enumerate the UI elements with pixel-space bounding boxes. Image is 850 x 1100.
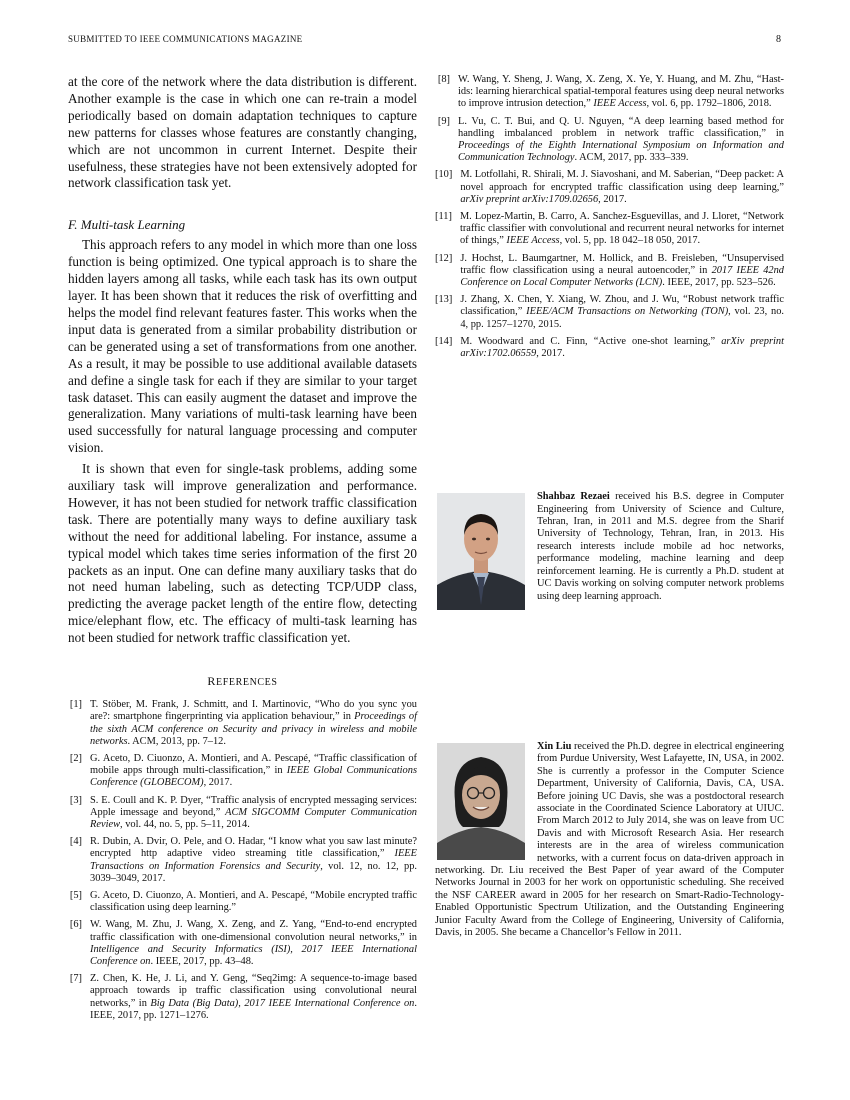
- reference-item: [68, 919, 417, 968]
- reference-number: [8]: [437, 74, 450, 85]
- reference-list: [68, 699, 417, 1022]
- author-bio-text: received his B.S. degree in Computer Engineering from University of Science and Culture, Tehran, Iran, in 2011 and M.S. degree from the Sharif University of Technology, Tehran, Iran, in 2013. His research interests include mobile ad hoc networks, performance modeling, machine learning and deep reinforcement learning. He is currently a Ph.D. student at UC Davis working on solving computer network problems using deep learning approach.: [537, 491, 784, 602]
- reference-number: [1]: [69, 699, 82, 711]
- reference-item: [435, 336, 784, 360]
- references-heading-rest: EFERENCES: [216, 677, 278, 689]
- reference-number: [5]: [69, 889, 82, 901]
- reference-text: T. Stöber, M. Frank, J. Schmitt, and I. Martinovic, “Who do you sync you are?: smartphone fingerprinting via application behaviour,” in Proceedings of the sixth ACM conference on Security and privacy in wireless and mobile networks. ACM, 2013, pp. 7–12.: [90, 699, 418, 747]
- reference-text: R. Dubin, A. Dvir, O. Pele, and O. Hadar, “I know what you saw last minute?encrypted http adaptive video streaming title classification,” IEEE Transactions on Information Forensics and Security, vol. 12, no. 12, pp. 3039–3049, 2017.: [90, 836, 417, 884]
- author-photo-icon: [437, 493, 525, 610]
- reference-item: [435, 294, 784, 331]
- reference-text: G. Aceto, D. Ciuonzo, A. Montieri, and A. Pescapé, “Traffic classification of mobile apps through multi-classification,” in IEEE Global Communications Conference (GLOBECOM), 2017.: [90, 752, 417, 789]
- author-photo: [437, 743, 525, 860]
- reference-text: W. Wang, M. Zhu, J. Wang, X. Zeng, and Z. Yang, “End-to-end encrypted traffic classification with one-dimensional convolution neural networks,” in Intelligence and Security Informatics (ISI), 2017 IEEE International Conference on. IEEE, 2017, pp. 43–48.: [90, 919, 417, 967]
- intro-paragraph: at the core of the network where the data distribution is different. Another example is the case in which one can re-train a model periodically based on domain adaptation techniques to capture new patterns for classes whose features are constantly changing, which are not uncommon in current Internet. Despite their usefulness, these strategies have not been extensively adopted for network classification task yet.: [68, 74, 417, 191]
- reference-item: [68, 836, 417, 885]
- section-paragraph: This approach refers to any model in which more than one loss function is being optimized. One typical approach is to share the hidden layers among all tasks, while each task has its own output layer. It has been shown that it reduces the risk of overfitting and helps the model find relevant features faster. This works when the input data is generated from a similar probability distribution or can be generated using a set of transformations from one another. As a result, it may be possible to use additional available datasets and define a single task for each if they are similar to your target task dataset. This can easily augment the dataset and improve the generalization. Many variations of multi-task learning have been used successfully for natural language processing and computer vision.: [68, 237, 417, 456]
- reference-text: L. Vu, C. T. Bui, and Q. U. Nguyen, “A deep learning based method for handling imbalanced problem in network traffic classification,” in Proceedings of the Eighth International Symposium on Information and Communication Technology. ACM, 2017, pp. 333–339.: [458, 115, 784, 164]
- left-column: [68, 74, 417, 1027]
- reference-number: [7]: [69, 973, 82, 985]
- reference-item: [435, 74, 784, 111]
- reference-item: [435, 211, 784, 248]
- section-paragraph: It is shown that even for single-task problems, adding some auxiliary task will improve generalization and performance. However, it has not been studied for network traffic classification task. There are potentially many ways to define auxiliary task without the need for additional labeling. For instance, assume a typical model which takes time series information of the first 20 packets as an input. One can define many auxiliary tasks that do not need human labeling, such as detecting TCP/UDP class, predicting the average packet length of the entire flow, detecting mice/elephant flow, etc. The efficacy of multi-task learning has not been studied for network traffic classification yet.: [68, 461, 417, 646]
- reference-number: [6]: [69, 919, 82, 931]
- reference-item: [435, 116, 784, 165]
- reference-number: [14]: [435, 335, 453, 347]
- reference-text: W. Wang, Y. Sheng, J. Wang, X. Zeng, X. Ye, Y. Huang, and M. Zhu, “Hast-ids: learning hierarchical spatial-temporal features using deep neural networks to improve intrusion detection,” IEEE Access, vol. 6, pp. 1792–1806, 2018.: [458, 74, 784, 110]
- reference-number: [12]: [435, 252, 453, 264]
- reference-item: [68, 699, 417, 748]
- author-bio-liu: [435, 741, 784, 940]
- reference-text: M. Lotfollahi, R. Shirali, M. J. Siavoshani, and M. Saberian, “Deep packet: A novel approach for encrypted traffic classification using deep learning,” arXiv preprint arXiv:1709.02656, 2017.: [460, 169, 784, 205]
- reference-list-continued: [435, 74, 784, 360]
- reference-item: [68, 890, 417, 914]
- author-bio-text: received the Ph.D. degree in electrical engineering from Purdue University, West Lafayette, IN, USA, in 2002. She is currently a professor in the Computer Science Department, University of California, Davis, CA, USA. Before joining UC Davis, she was a postdoctoral research associate in the Coordinated Science Laboratory at UIUC. From March 2012 to July 2014, she was on leave from UC Davis and with Microsoft Research Asia. Her research interests are in the area of wireless communication networks, with a current focus on data-driven approach in networking. Dr. Liu received the Best Paper of year award of the Computer Networks Journal in 2003 for her work on opportunistic scheduling. She received the NSF CAREER award in 2005 for her research on Smart-Radio-Technology-Enabled Opportunistic Spectrum Utilization, and the Outstanding Engineering Junior Faculty Award from the College of Engineering, University of California, Davis, in 2005. She became a Chancellor’s Fellow in 2011.: [435, 740, 784, 939]
- author-name: Shahbaz Rezaei: [537, 491, 610, 503]
- page-number: 8: [776, 34, 781, 45]
- reference-item: [435, 169, 784, 206]
- running-header: SUBMITTED TO IEEE COMMUNICATIONS MAGAZINE: [68, 34, 303, 44]
- reference-number: [10]: [435, 169, 453, 181]
- reference-number: [9]: [437, 115, 450, 127]
- reference-text: M. Lopez-Martin, B. Carro, A. Sanchez-Esguevillas, and J. Lloret, “Network traffic classifier with convolutional and recurrent neural networks for internet of things,” IEEE Access, vol. 5, pp. 18 042–18 050, 2017.: [459, 211, 784, 247]
- reference-text: G. Aceto, D. Ciuonzo, A. Montieri, and A. Pescapé, “Mobile encrypted traffic classification using deep learning.”: [90, 889, 417, 914]
- reference-text: S. E. Coull and K. P. Dyer, “Traffic analysis of encrypted messaging services: Apple imessage and beyond,” ACM SIGCOMM Computer Communication Review, vol. 44, no. 5, pp. 5–11, 2014.: [90, 794, 418, 830]
- reference-number: [3]: [69, 794, 82, 806]
- references-heading-initial: R: [207, 674, 217, 689]
- reference-number: [2]: [69, 752, 82, 764]
- reference-text: J. Zhang, X. Chen, Y. Xiang, W. Zhou, and J. Wu, “Robust network traffic classification,” IEEE/ACM Transactions on Networking (TON), vol. 23, no. 4, pp. 1257–1270, 2015.: [460, 294, 784, 330]
- author-photo-icon: [437, 743, 525, 860]
- right-column: [435, 74, 784, 939]
- reference-text: Z. Chen, K. He, J. Li, and Y. Geng, “Seq2img: A sequence-to-image based approach towards ip traffic classification using convolutional neural networks,” in Big Data (Big Data), 2017 IEEE International Conference on. IEEE, 2017, pp. 1271–1276.: [90, 973, 417, 1021]
- author-bio-rezaei: [435, 491, 784, 603]
- reference-number: [4]: [69, 836, 82, 848]
- reference-item: [435, 253, 784, 290]
- section-heading: F. Multi-task Learning: [68, 217, 186, 233]
- reference-number: [13]: [435, 294, 453, 306]
- reference-text: J. Hochst, L. Baumgartner, M. Hollick, and B. Freisleben, “Unsupervised traffic flow classification using a neural autoencoder,” in 2017 IEEE 42nd Conference on Local Computer Networks (LCN). IEEE, 2017, pp. 523–526.: [460, 252, 784, 289]
- reference-item: [68, 795, 417, 832]
- reference-number: [11]: [435, 211, 452, 223]
- reference-text: M. Woodward and C. Finn, “Active one-shot learning,” arXiv preprint arXiv:1702.06559, 2017.: [460, 335, 784, 360]
- author-name: Xin Liu: [537, 740, 572, 752]
- references-heading: [68, 674, 417, 689]
- reference-item: [68, 753, 417, 790]
- author-photo: [437, 493, 525, 610]
- reference-item: [68, 973, 417, 1022]
